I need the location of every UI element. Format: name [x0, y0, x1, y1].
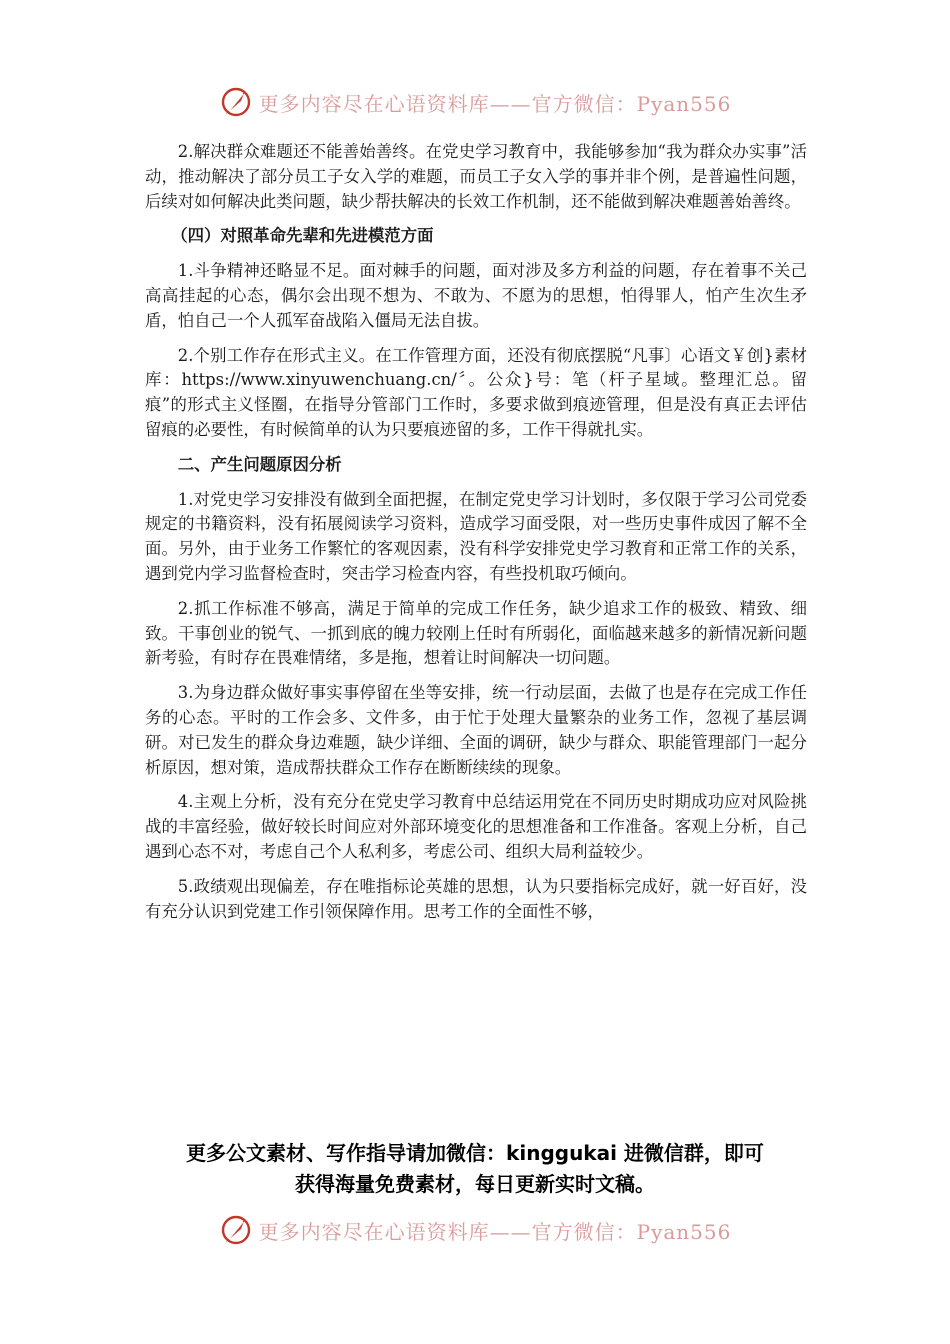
paragraph: 2.抓工作标准不够高，满足于简单的完成工作任务，缺少追求工作的极致、精致、细致。干事创业的锐气、一抓到底的魄力较刚上任时有所弱化，面临越来越多的新情况新问题新考验，有时存在畏难情绪，多是拖，想着让时间解决一切问题。 [145, 598, 807, 668]
promo-line-1: 更多公文素材、写作指导请加微信：kinggukai 进微信群，即可 [186, 1141, 764, 1165]
paragraph: 2.个别工作存在形式主义。在工作管理方面，还没有彻底摆脱“凡事〕心语文￥创}素材库：https://www.xinyuwenchuang.cn/〞。公众}号：笔（杆子星域。整理汇总。留痕”的形式主义怪圈，在指导分管部门工作时，多要求做到痕迹管理，但是没有真正去评估留痕的必要性，有时候简单的认为只要痕迹留的多，工作干得就扎实。 [145, 345, 807, 439]
promo-line-2: 获得海量免费素材，每日更新实时文稿。 [295, 1172, 655, 1196]
section-heading: 二、产生问题原因分析 [177, 454, 342, 474]
promo-notice [140, 1138, 810, 1200]
paragraph: 1.斗争精神还略显不足。面对棘手的问题，面对涉及多方利益的问题，存在着事不关己高高挂起的心态，偶尔会出现不想为、不敢为、不愿为的思想，怕得罪人，怕产生次生矛盾，怕自己一个人孤军奋战陷入僵局无法自拔。 [145, 261, 807, 330]
paragraph: 3.为身边群众做好事实事停留在坐等安排，统一行动层面，去做了也是存在完成工作任务的心态。平时的工作会多、文件多，由于忙于处理大量繁杂的业务工作，忽视了基层调研。对已发生的群众身边难题，缺少详细、全面的调研，缺少与群众、职能管理部门一起分析原因，想对策，造成帮扶群众工作存在断断续续的现象。 [145, 683, 807, 777]
paragraph: 5.政绩观出现偏差，存在唯指标论英雄的思想，认为只要指标完成好，就一好百好，没有充分认识到党建工作引领保障作用。思考工作的全面性不够， [145, 876, 807, 921]
quill-logo-icon [219, 1213, 253, 1247]
footer-banner-text: 更多内容尽在心语资料库——官方微信：Pyan556 [258, 1219, 732, 1244]
footer-banner [0, 1210, 950, 1250]
paragraph: 4.主观上分析，没有充分在党史学习教育中总结运用党在不同历史时期成功应对风险挑战的丰富经验，做好较长时间应对外部环境变化的思想准备和工作准备。客观上分析，自己遇到心态不对，考虑自己个人私利多，考虑公司、组织大局利益较少。 [145, 792, 807, 861]
document-body [145, 140, 807, 934]
paragraph: 2.解决群众难题还不能善始善终。在党史学习教育中，我能够参加“我为群众办实事”活动，推动解决了部分员工子女入学的难题，而员工子女入学的事并非个例，是普遍性问题，后续对如何解决此类问题，缺少帮扶解决的长效工作机制，还不能做到解决难题善始善终。 [145, 142, 807, 211]
paragraph: 1.对党史学习安排没有做到全面把握，在制定党史学习计划时，多仅限于学习公司党委规定的书籍资料，没有拓展阅读学习资料，造成学习面受限，对一些历史事件成因了解不全面。另外，由于业务工作繁忙的客观因素，没有科学安排党史学习教育和正常工作的关系，遇到党内学习监督检查时，突击学习检查内容，有些投机取巧倾向。 [145, 489, 807, 583]
subsection-heading: （四）对照革命先辈和先进模范方面 [171, 226, 434, 246]
quill-logo-icon [219, 85, 253, 119]
header-banner-text: 更多内容尽在心语资料库——官方微信：Pyan556 [258, 91, 732, 116]
header-banner [0, 82, 950, 122]
